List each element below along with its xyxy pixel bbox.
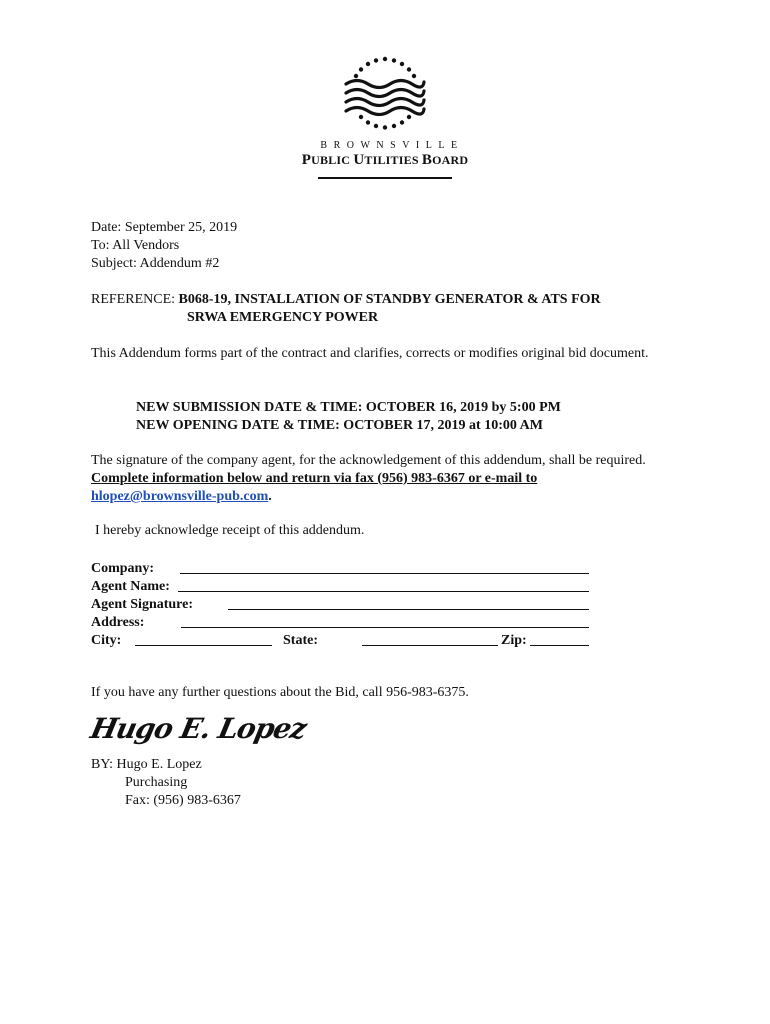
opening-date: NEW OPENING DATE & TIME: OCTOBER 17, 2019 at 10:00 AM	[136, 418, 543, 433]
to-line: To: All Vendors	[91, 238, 180, 253]
signoff-title: Purchasing	[125, 775, 188, 790]
reference-line	[91, 291, 601, 309]
state-label: State:	[283, 633, 318, 648]
acknowledge-line: I hereby acknowledge receipt of this addendum.	[95, 523, 365, 538]
agent-signature-label: Agent Signature:	[91, 597, 194, 612]
org-name-line2: PUBLIC UTILITIES BOARD	[301, 152, 469, 168]
return-instruction: Complete information below and return via fax (956) 983-6367 or e-mail to	[91, 471, 538, 486]
company-field[interactable]	[180, 573, 589, 574]
handwritten-signature: Hugo E. Lopez	[87, 712, 309, 745]
subject-line: Subject: Addendum #2	[91, 256, 220, 271]
reference-label: REFERENCE:	[91, 292, 179, 307]
email-link[interactable]: hlopez@brownsville-pub.com	[91, 489, 269, 504]
city-label: City:	[91, 633, 122, 648]
city-field[interactable]	[135, 645, 272, 646]
intro-paragraph: This Addendum forms part of the contract and clarifies, corrects or modifies original bid document.	[91, 346, 649, 361]
reference-title-cont: SRWA EMERGENCY POWER	[187, 310, 379, 325]
org-name-line1: BROWNSVILLE	[320, 140, 464, 151]
signoff-fax: Fax: (956) 983-6367	[125, 793, 241, 808]
date-line: Date: September 25, 2019	[91, 220, 238, 235]
state-field[interactable]	[362, 645, 498, 646]
brownsville-pub-logo-icon	[340, 55, 430, 135]
agent-name-field[interactable]	[178, 591, 589, 592]
company-label: Company:	[91, 561, 155, 576]
letterhead-rule	[318, 177, 452, 179]
agent-signature-field[interactable]	[228, 609, 589, 610]
reference-title: B068-19, INSTALLATION OF STANDBY GENERATOR & ATS FOR	[178, 292, 601, 307]
address-label: Address:	[91, 615, 145, 630]
zip-field[interactable]	[530, 645, 589, 646]
questions-line: If you have any further questions about the Bid, call 956-983-6375.	[91, 685, 469, 700]
address-field[interactable]	[181, 627, 589, 628]
signature-note: The signature of the company agent, for the acknowledgement of this addendum, shall be required. Complete information below and return via fax (956) 983-6367 or e-mail to hlopez@brownsville-pub.com.	[91, 453, 646, 504]
submission-date: NEW SUBMISSION DATE & TIME: OCTOBER 16, 2019 by 5:00 PM	[136, 400, 561, 415]
agent-name-label: Agent Name:	[91, 579, 170, 594]
zip-label: Zip:	[501, 633, 527, 648]
signoff-by: BY: Hugo E. Lopez	[91, 757, 202, 772]
